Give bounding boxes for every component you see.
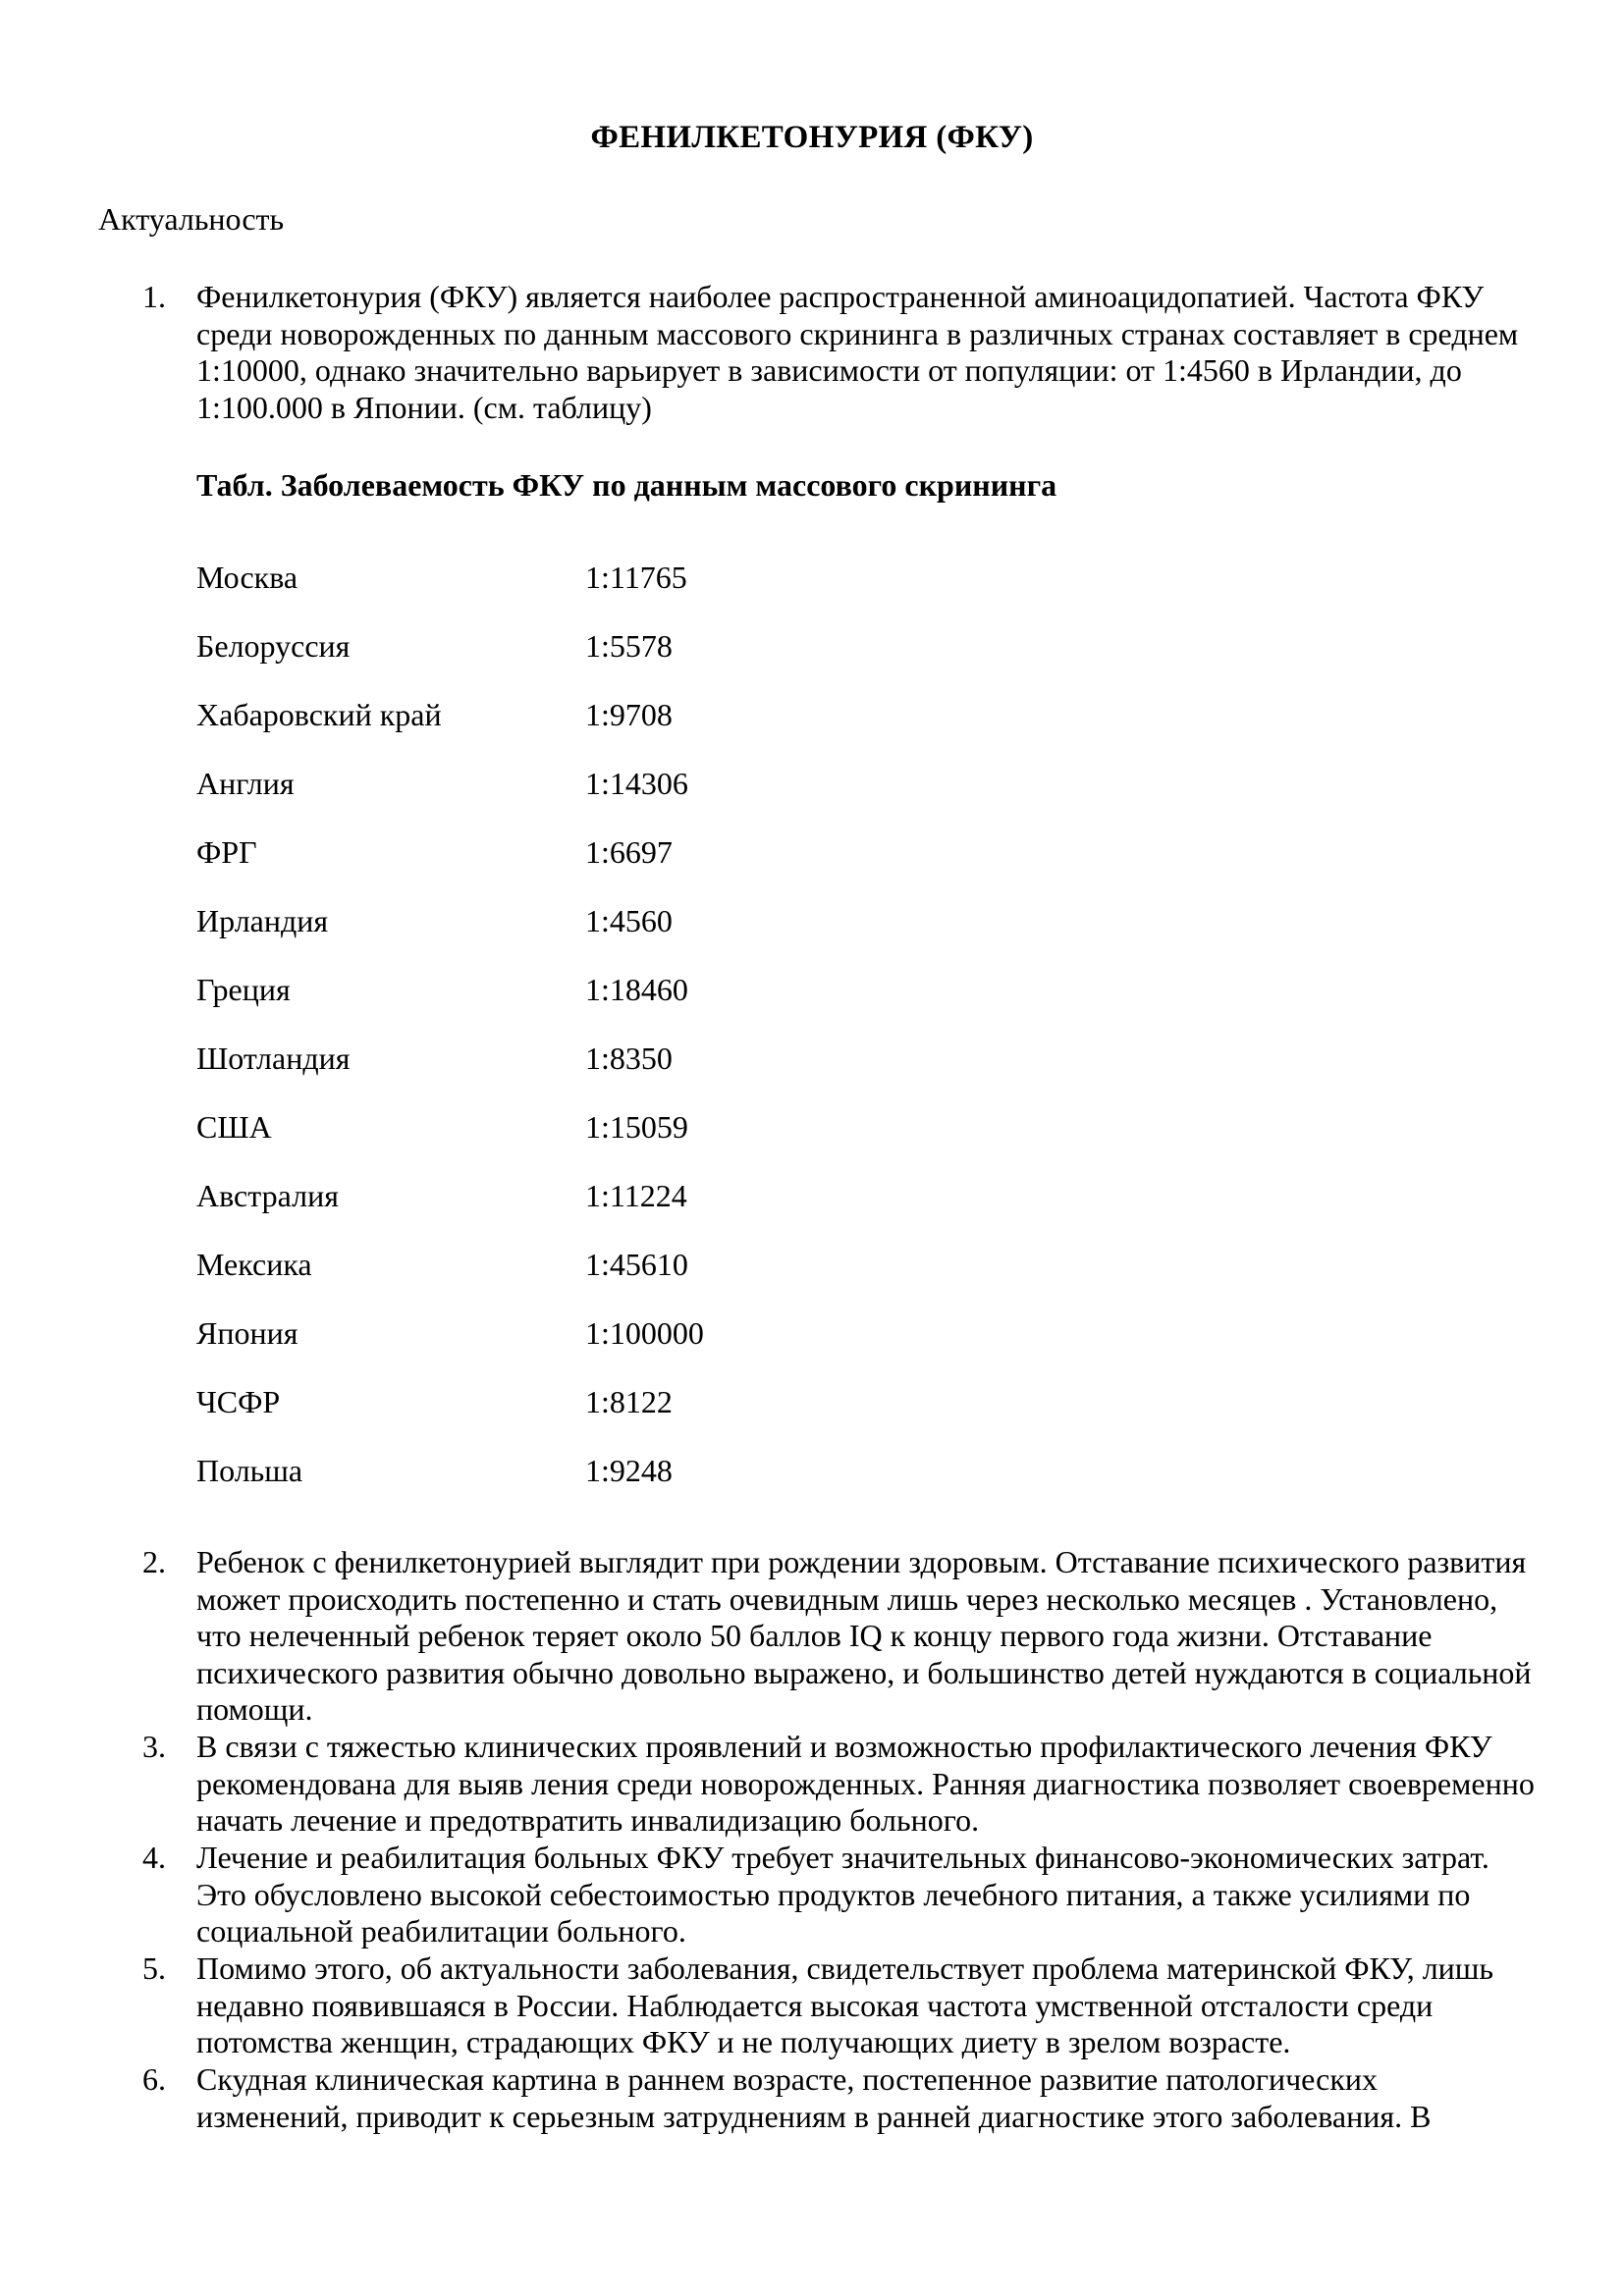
table-cell-frequency: 1:100000 [585, 1315, 704, 1351]
table-cell-country: Польша [196, 1453, 303, 1488]
table-row [196, 970, 884, 1009]
table-row [196, 764, 884, 803]
table-cell-country: Шотландия [196, 1041, 351, 1076]
table-row [196, 1313, 884, 1353]
list-item-number: 3. [142, 1729, 166, 1764]
table-row [196, 1382, 884, 1421]
document-title: ФЕНИЛКЕТОНУРИЯ (ФКУ) [590, 120, 1034, 155]
table-row [196, 558, 884, 597]
table-cell-frequency: 1:18460 [585, 972, 688, 1007]
table-row [196, 1451, 884, 1490]
table-row [196, 901, 884, 940]
list-item-text: Лечение и реабилитация больных ФКУ требует значительных финансово-экономических затрат. Это обусловлено высокой себестоимостью продуктов лечебного питания, а также усилиями по социальной реабилитации больного. [196, 1840, 1489, 1949]
table-cell-frequency: 1:5578 [585, 628, 673, 664]
table-cell-frequency: 1:8350 [585, 1041, 673, 1076]
table-cell-country: Мексика [196, 1247, 312, 1282]
table-cell-country: ФРГ [196, 834, 257, 870]
table-cell-frequency: 1:14306 [585, 766, 688, 801]
table-row [196, 626, 884, 666]
table-cell-country: Хабаровский край [196, 697, 442, 732]
table-cell-frequency: 1:4560 [585, 903, 673, 938]
list-item-number: 6. [142, 2061, 166, 2097]
list-item-text: Фенилкетонурия (ФКУ) является наиболее распространенной аминоацидопатией. Частота ФКУ среди новорожденных по данным массового скрининга в различных странах составляет в среднем 1:10000, однако значительно варьирует в зависимости от популяции: от 1:4560 в Ирландии, до 1:100.000 в Японии. (см. таблицу) [196, 279, 1519, 425]
table-row [196, 695, 884, 734]
table-row [196, 1245, 884, 1284]
list-item-text: Помимо этого, об актуальности заболевания, свидетельствует проблема материнской ФКУ, лишь недавно появившаяся в России. Наблюдается высокая частота умственной отсталости среди потомства женщин, страдающих ФКУ и не получающих диету в зрелом возрасте. [196, 1950, 1494, 2059]
table-cell-frequency: 1:15059 [585, 1109, 688, 1145]
list-item-text: Скудная клиническая картина в раннем возрасте, постепенное развитие патологических изменений, приводит к серьезным затруднениям в ранней диагностике этого заболевания. В [196, 2061, 1432, 2134]
table-cell-country: Ирландия [196, 903, 329, 938]
table-cell-frequency: 1:6697 [585, 834, 673, 870]
list-item-number: 4. [142, 1840, 166, 1875]
table-caption: Табл. Заболеваемость ФКУ по данным массового скрининга [196, 467, 1057, 503]
table-cell-country: Австралия [196, 1178, 339, 1213]
table-cell-frequency: 1:9248 [585, 1453, 673, 1488]
table-cell-frequency: 1:11765 [585, 560, 687, 595]
table-cell-frequency: 1:9708 [585, 697, 673, 732]
table-cell-country: ЧСФР [196, 1384, 281, 1419]
table-cell-frequency: 1:8122 [585, 1384, 673, 1419]
table-cell-country: Белоруссия [196, 628, 351, 664]
table-cell-country: США [196, 1109, 272, 1145]
list-item-text: В связи с тяжестью клинических проявлений и возможностью профилактического лечения ФКУ рекомендована для выяв ления среди новорожденных. Ранняя диагностика позволяет своевременно начать лечение и предотвратить инвалидизацию больного. [196, 1729, 1535, 1838]
table-row [196, 832, 884, 872]
table-cell-country: Греция [196, 972, 291, 1007]
table-cell-country: Англия [196, 766, 295, 801]
table-cell-frequency: 1:45610 [585, 1247, 688, 1282]
table-cell-country: Япония [196, 1315, 298, 1351]
table-cell-frequency: 1:11224 [585, 1178, 687, 1213]
table-row [196, 1107, 884, 1147]
list-item-number: 5. [142, 1950, 166, 1986]
list-item-text: Ребенок с фенилкетонурией выглядит при рождении здоровым. Отставание психического развития может происходить постепенно и стать очевидным лишь через несколько месяцев . Установлено, что нелеченный ребенок теряет около 50 баллов IQ к концу первого года жизни. Отставание психического развития обычно довольно выражено, и большинство детей нуждаются в социальной помощи. [196, 1544, 1532, 1727]
table-cell-country: Москва [196, 560, 298, 595]
table-row [196, 1039, 884, 1078]
list-item-number: 2. [142, 1544, 166, 1579]
section-label: Актуальность [98, 201, 285, 237]
table-row [196, 1176, 884, 1215]
list-item-number: 1. [142, 279, 166, 314]
